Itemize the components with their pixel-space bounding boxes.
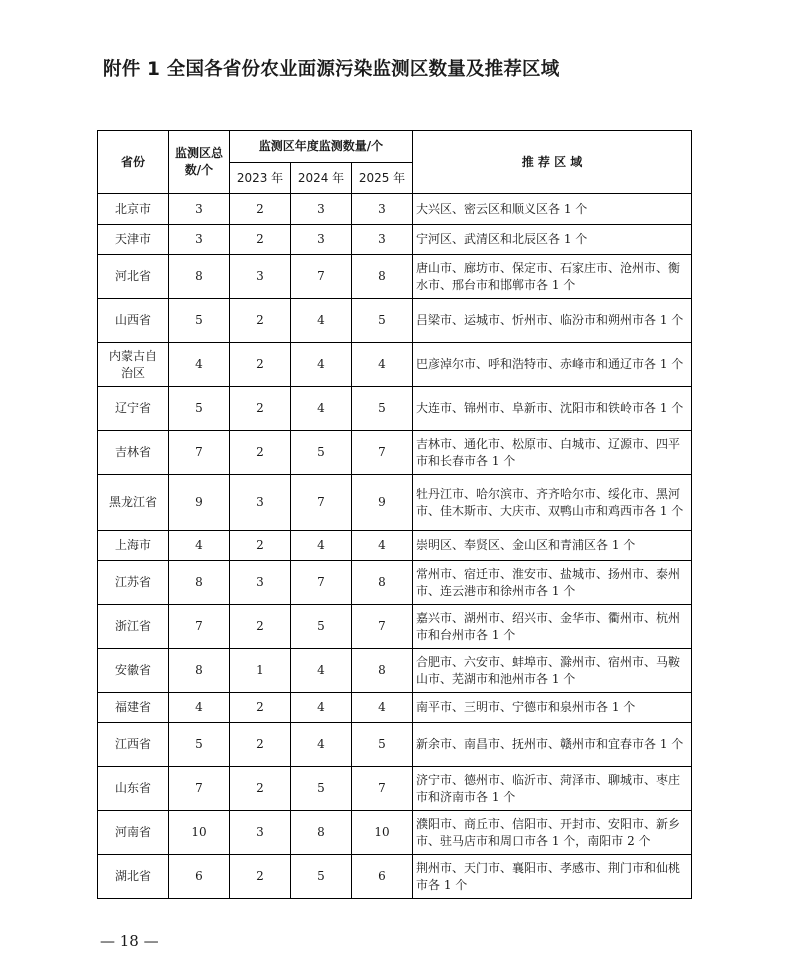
region-cell: 南平市、三明市、宁德市和泉州市各 1 个 (413, 693, 692, 723)
province-cell: 安徽省 (98, 649, 169, 693)
total-cell: 5 (169, 723, 230, 767)
province-cell: 江西省 (98, 723, 169, 767)
table-row (98, 723, 692, 767)
count-2024-cell: 4 (291, 693, 352, 723)
count-2024-cell: 3 (291, 225, 352, 255)
province-cell: 内蒙古自治区 (98, 343, 169, 387)
count-2024-cell: 5 (291, 855, 352, 899)
header-annual: 监测区年度监测数量/个 (230, 131, 413, 163)
total-cell: 4 (169, 531, 230, 561)
province-cell: 辽宁省 (98, 387, 169, 431)
count-2025-cell: 3 (352, 194, 413, 225)
count-2024-cell: 3 (291, 194, 352, 225)
total-cell: 8 (169, 561, 230, 605)
count-2024-cell: 5 (291, 431, 352, 475)
total-cell: 7 (169, 431, 230, 475)
total-cell: 10 (169, 811, 230, 855)
count-2025-cell: 6 (352, 855, 413, 899)
region-cell: 大兴区、密云区和顺义区各 1 个 (413, 194, 692, 225)
page-number: — 18 — (100, 932, 159, 950)
table-row (98, 194, 692, 225)
region-cell: 濮阳市、商丘市、信阳市、开封市、安阳市、新乡市、驻马店市和周口市各 1 个，南阳市 2 个 (413, 811, 692, 855)
total-cell: 3 (169, 225, 230, 255)
table-row (98, 811, 692, 855)
count-2023-cell: 2 (230, 605, 291, 649)
count-2023-cell: 3 (230, 811, 291, 855)
count-2025-cell: 5 (352, 387, 413, 431)
count-2025-cell: 10 (352, 811, 413, 855)
table-row (98, 225, 692, 255)
region-cell: 吉林市、通化市、松原市、白城市、辽源市、四平市和长春市各 1 个 (413, 431, 692, 475)
province-cell: 北京市 (98, 194, 169, 225)
count-2023-cell: 2 (230, 723, 291, 767)
count-2024-cell: 4 (291, 723, 352, 767)
region-cell: 宁河区、武清区和北辰区各 1 个 (413, 225, 692, 255)
table-row (98, 299, 692, 343)
count-2023-cell: 2 (230, 767, 291, 811)
table-row (98, 387, 692, 431)
count-2025-cell: 8 (352, 649, 413, 693)
count-2024-cell: 4 (291, 387, 352, 431)
count-2023-cell: 2 (230, 343, 291, 387)
header-2025: 2025 年 (352, 163, 413, 194)
province-cell: 湖北省 (98, 855, 169, 899)
table-row (98, 605, 692, 649)
table-row (98, 255, 692, 299)
region-cell: 新余市、南昌市、抚州市、赣州市和宜春市各 1 个 (413, 723, 692, 767)
table-row (98, 343, 692, 387)
region-cell: 大连市、锦州市、阜新市、沈阳市和铁岭市各 1 个 (413, 387, 692, 431)
region-cell: 荆州市、天门市、襄阳市、孝感市、荆门市和仙桃市各 1 个 (413, 855, 692, 899)
total-cell: 7 (169, 767, 230, 811)
count-2025-cell: 7 (352, 431, 413, 475)
count-2024-cell: 4 (291, 649, 352, 693)
header-province: 省份 (98, 131, 169, 194)
count-2025-cell: 7 (352, 767, 413, 811)
monitoring-table (97, 130, 692, 899)
region-cell: 牡丹江市、哈尔滨市、齐齐哈尔市、绥化市、黑河市、佳木斯市、大庆市、双鸭山市和鸡西市各 1 个 (413, 475, 692, 531)
page-title: 附件 1 全国各省份农业面源污染监测区数量及推荐区域 (103, 59, 560, 80)
province-cell: 河北省 (98, 255, 169, 299)
count-2025-cell: 8 (352, 255, 413, 299)
region-cell: 常州市、宿迁市、淮安市、盐城市、扬州市、泰州市、连云港市和徐州市各 1 个 (413, 561, 692, 605)
count-2023-cell: 2 (230, 855, 291, 899)
total-cell: 8 (169, 255, 230, 299)
region-cell: 济宁市、德州市、临沂市、菏泽市、聊城市、枣庄市和济南市各 1 个 (413, 767, 692, 811)
total-cell: 3 (169, 194, 230, 225)
total-cell: 4 (169, 343, 230, 387)
total-cell: 5 (169, 387, 230, 431)
count-2025-cell: 9 (352, 475, 413, 531)
province-cell: 黑龙江省 (98, 475, 169, 531)
count-2025-cell: 5 (352, 723, 413, 767)
count-2024-cell: 7 (291, 475, 352, 531)
province-cell: 浙江省 (98, 605, 169, 649)
region-cell: 唐山市、廊坊市、保定市、石家庄市、沧州市、衡水市、邢台市和邯郸市各 1 个 (413, 255, 692, 299)
count-2024-cell: 7 (291, 561, 352, 605)
total-cell: 4 (169, 693, 230, 723)
table-row (98, 649, 692, 693)
count-2025-cell: 4 (352, 343, 413, 387)
count-2024-cell: 5 (291, 767, 352, 811)
province-cell: 江苏省 (98, 561, 169, 605)
total-cell: 9 (169, 475, 230, 531)
count-2023-cell: 2 (230, 693, 291, 723)
table-row (98, 475, 692, 531)
header-total: 监测区总数/个 (169, 131, 230, 194)
header-2024: 2024 年 (291, 163, 352, 194)
province-cell: 山西省 (98, 299, 169, 343)
count-2023-cell: 2 (230, 387, 291, 431)
province-cell: 天津市 (98, 225, 169, 255)
count-2025-cell: 3 (352, 225, 413, 255)
count-2023-cell: 2 (230, 531, 291, 561)
header-2023: 2023 年 (230, 163, 291, 194)
province-cell: 吉林省 (98, 431, 169, 475)
count-2024-cell: 8 (291, 811, 352, 855)
count-2023-cell: 2 (230, 431, 291, 475)
total-cell: 8 (169, 649, 230, 693)
count-2023-cell: 2 (230, 194, 291, 225)
region-cell: 崇明区、奉贤区、金山区和青浦区各 1 个 (413, 531, 692, 561)
province-cell: 福建省 (98, 693, 169, 723)
table-row (98, 431, 692, 475)
count-2023-cell: 3 (230, 561, 291, 605)
table-row (98, 531, 692, 561)
count-2023-cell: 3 (230, 255, 291, 299)
table-row (98, 767, 692, 811)
region-cell: 吕梁市、运城市、忻州市、临汾市和朔州市各 1 个 (413, 299, 692, 343)
count-2023-cell: 2 (230, 225, 291, 255)
header-region: 推 荐 区 域 (413, 131, 692, 194)
count-2023-cell: 2 (230, 299, 291, 343)
province-cell: 河南省 (98, 811, 169, 855)
count-2023-cell: 3 (230, 475, 291, 531)
count-2024-cell: 4 (291, 299, 352, 343)
count-2025-cell: 4 (352, 531, 413, 561)
count-2024-cell: 5 (291, 605, 352, 649)
province-cell: 上海市 (98, 531, 169, 561)
region-cell: 巴彦淖尔市、呼和浩特市、赤峰市和通辽市各 1 个 (413, 343, 692, 387)
table-row (98, 693, 692, 723)
count-2025-cell: 7 (352, 605, 413, 649)
count-2024-cell: 7 (291, 255, 352, 299)
count-2024-cell: 4 (291, 343, 352, 387)
count-2025-cell: 8 (352, 561, 413, 605)
count-2023-cell: 1 (230, 649, 291, 693)
total-cell: 6 (169, 855, 230, 899)
total-cell: 7 (169, 605, 230, 649)
total-cell: 5 (169, 299, 230, 343)
region-cell: 嘉兴市、湖州市、绍兴市、金华市、衢州市、杭州市和台州市各 1 个 (413, 605, 692, 649)
count-2025-cell: 5 (352, 299, 413, 343)
region-cell: 合肥市、六安市、蚌埠市、滁州市、宿州市、马鞍山市、芜湖市和池州市各 1 个 (413, 649, 692, 693)
table-row (98, 855, 692, 899)
table-row (98, 561, 692, 605)
count-2025-cell: 4 (352, 693, 413, 723)
count-2024-cell: 4 (291, 531, 352, 561)
table-body (98, 194, 692, 899)
province-cell: 山东省 (98, 767, 169, 811)
